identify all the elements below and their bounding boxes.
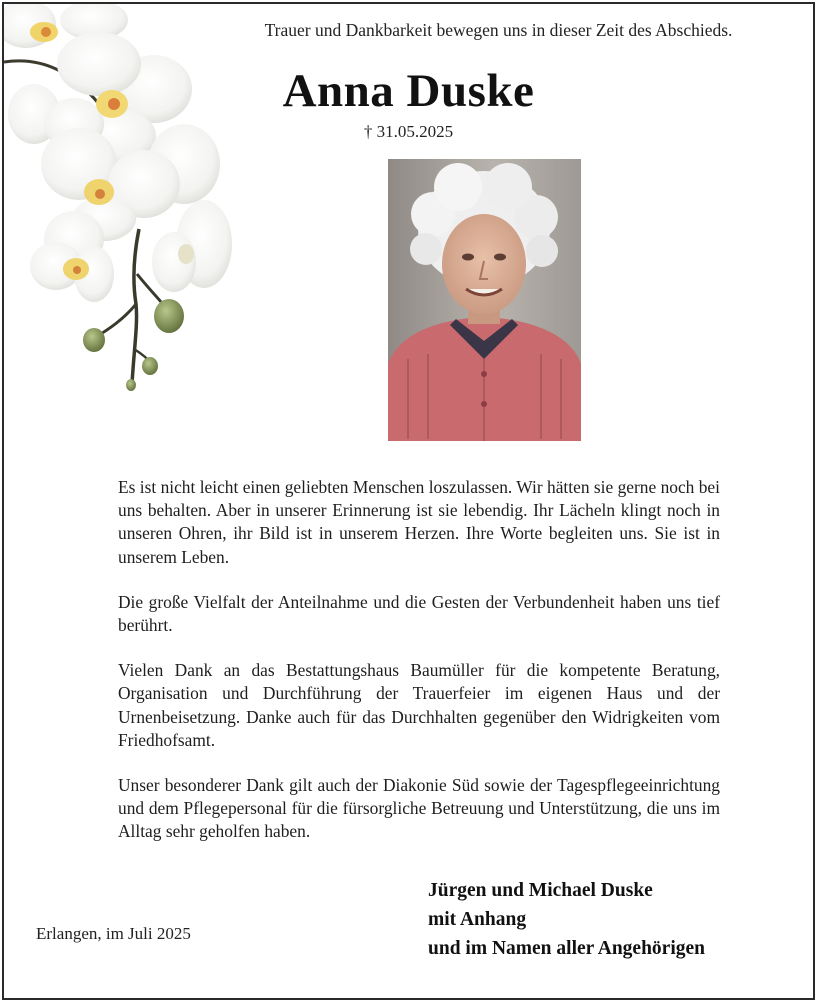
deceased-name: Anna Duske xyxy=(282,65,535,117)
paragraph-4: Unser besonderer Dank gilt auch der Diakonie Süd sowie der Tagespflegeeinrichtung und dem Pflegepersonal für die fürsorgliche Betreuung und Unterstützung, die uns im Alltag sehr geholfen haben. xyxy=(118,775,720,842)
paragraph-3: Vielen Dank an das Bestattungshaus Baumüller für die kompetente Beratung, Organisation und Durchführung der Trauerfeier im eigenen Haus und der Urnenbeisetzung. Danke auch für das Durchhalten gegenüber den Widrigkeiten vom Friedhofsamt. xyxy=(118,660,720,750)
signer-line-2: mit Anhang xyxy=(428,909,527,930)
body-text xyxy=(118,476,720,866)
signer-line-1: Jürgen und Michael Duske xyxy=(428,880,653,901)
signer-line-3: und im Namen aller Angehörigen xyxy=(428,938,705,959)
death-date: † 31.05.2025 xyxy=(363,122,454,141)
paragraph-2: Die große Vielfalt der Anteilnahme und die Gesten der Verbundenheit haben uns tief berührt. xyxy=(118,591,720,636)
tagline: Trauer und Dankbarkeit bewegen uns in dieser Zeit des Abschieds. xyxy=(264,20,733,40)
signers xyxy=(428,876,705,963)
obituary-card xyxy=(2,2,815,1000)
place-date: Erlangen, im Juli 2025 xyxy=(36,924,191,943)
portrait-photo xyxy=(388,159,581,441)
paragraph-1: Es ist nicht leicht einen geliebten Menschen loszulassen. Wir hätten sie gerne noch bei uns behalten. Aber in unserer Erinnerung ist sie lebendig. Ihr Lächeln klingt noch in unseren Ohren, ihr Bild ist in unserem Herzen. Ihre Worte begleiten uns. Sie ist in unserem Leben. xyxy=(118,477,720,567)
